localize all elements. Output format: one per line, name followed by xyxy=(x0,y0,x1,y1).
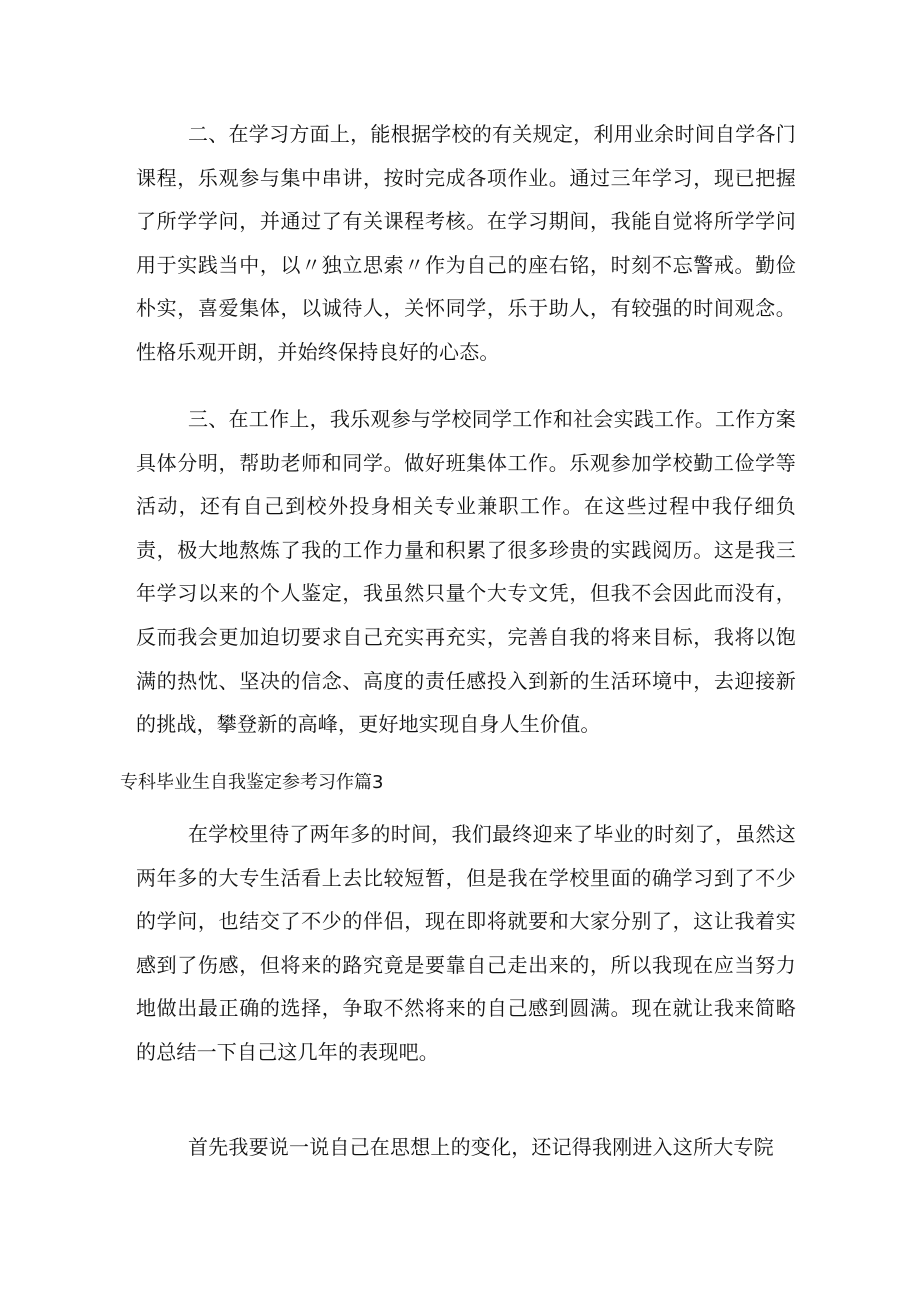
paragraph-work: 三、在工作上，我乐观参与学校同学工作和社会实践工作。工作方案具体分明，帮助老师和同学。做好班集体工作。乐观参加学校勤工俭学等活动，还有自己到校外投身相关专业兼职工作。在这些过程中我仔细负责，极大地熬炼了我的工作力量和积累了很多珍贵的实践阅历。这是我三年学习以来的个人鉴定，我虽然只量个大专文凭，但我不会因此而没有，反而我会更加迫切要求自己充实再充实，完善自我的将来目标，我将以饱满的热忱、坚决的信念、高度的责任感投入到新的生活环境中，去迎接新的挑战，攀登新的高峰，更好地实现自身人生价值。 xyxy=(136,407,796,737)
paragraph-study: 二、在学习方面上，能根据学校的有关规定，利用业余时间自学各门课程，乐观参与集中串讲，按时完成各项作业。通过三年学习，现已把握了所学学问，并通过了有关课程考核。在学习期间，我能自觉将所学学问用于实践当中，以〃独立思索〃作为自己的座右铭，时刻不忘警戒。勤俭朴实，喜爱集体，以诚待人，关怀同学，乐于助人，有较强的时间观念。性格乐观开朗，并始终保持良好的心态。 xyxy=(136,122,796,364)
section-heading: 专科毕业生自我鉴定参考习作篇3 xyxy=(120,772,384,793)
paragraph-thoughts: 首先我要说一说自己在思想上的变化，还记得我刚进入这所大专院 xyxy=(188,1135,774,1159)
paragraph-graduation: 在学校里待了两年多的时间，我们最终迎来了毕业的时刻了，虽然这两年多的大专生活看上去比较短暂，但是我在学校里面的确学习到了不少的学问，也结交了不少的伴侣，现在即将就要和大家分别了，这让我着实感到了伤感，但将来的路究竟是要靠自己走出来的，所以我现在应当努力地做出最正确的选择，争取不然将来的自己感到圆满。现在就让我来简略的总结一下自己这几年的表现吧。 xyxy=(136,822,796,1064)
